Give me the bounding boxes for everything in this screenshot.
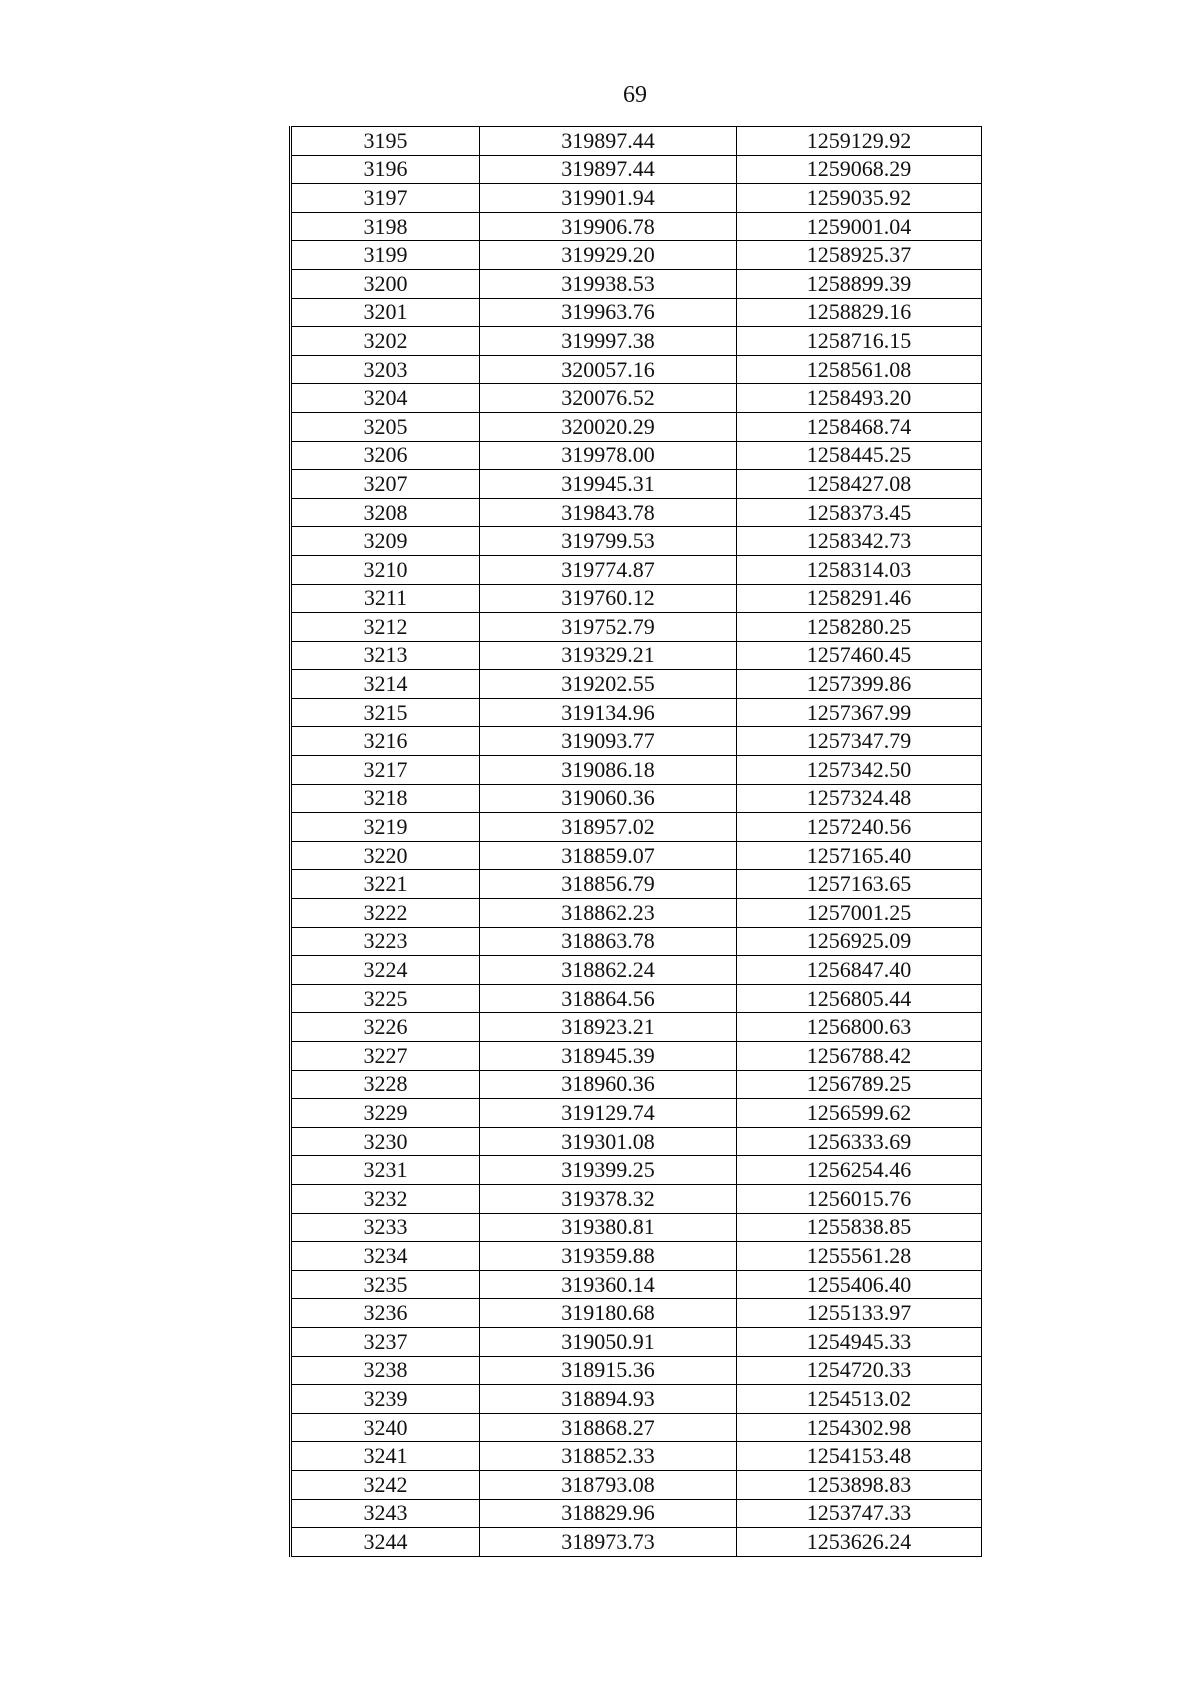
point-number-cell: 3234	[291, 1242, 480, 1271]
y-coordinate-cell: 1257324.48	[737, 784, 982, 813]
x-coordinate-cell: 319897.44	[480, 155, 737, 184]
point-number-cell: 3219	[291, 813, 480, 842]
y-coordinate-cell: 1254153.48	[737, 1442, 982, 1471]
point-number-cell: 3243	[291, 1499, 480, 1528]
y-coordinate-cell: 1259035.92	[737, 184, 982, 213]
x-coordinate-cell: 319359.88	[480, 1242, 737, 1271]
x-coordinate-cell: 318957.02	[480, 813, 737, 842]
point-number-cell: 3215	[291, 698, 480, 727]
point-number-cell: 3220	[291, 841, 480, 870]
x-coordinate-cell: 319901.94	[480, 184, 737, 213]
table-row	[291, 1499, 982, 1528]
point-number-cell: 3226	[291, 1013, 480, 1042]
table-row	[291, 1385, 982, 1414]
table-row	[291, 527, 982, 556]
x-coordinate-cell: 318852.33	[480, 1442, 737, 1471]
y-coordinate-cell: 1256788.42	[737, 1042, 982, 1071]
y-coordinate-cell: 1259129.92	[737, 127, 982, 156]
table-row	[291, 498, 982, 527]
y-coordinate-cell: 1257367.99	[737, 698, 982, 727]
x-coordinate-cell: 319086.18	[480, 756, 737, 785]
point-number-cell: 3201	[291, 298, 480, 327]
y-coordinate-cell: 1256599.62	[737, 1099, 982, 1128]
x-coordinate-cell: 318863.78	[480, 927, 737, 956]
x-coordinate-cell: 319963.76	[480, 298, 737, 327]
point-number-cell: 3204	[291, 384, 480, 413]
point-number-cell: 3231	[291, 1156, 480, 1185]
x-coordinate-cell: 319060.36	[480, 784, 737, 813]
x-coordinate-cell: 320076.52	[480, 384, 737, 413]
table-row	[291, 784, 982, 813]
x-coordinate-cell: 319380.81	[480, 1213, 737, 1242]
x-coordinate-cell: 318973.73	[480, 1528, 737, 1557]
table-row	[291, 412, 982, 441]
y-coordinate-cell: 1257163.65	[737, 870, 982, 899]
table-row	[291, 813, 982, 842]
table-row	[291, 584, 982, 613]
point-number-cell: 3196	[291, 155, 480, 184]
x-coordinate-cell: 319997.38	[480, 327, 737, 356]
x-coordinate-cell: 319329.21	[480, 641, 737, 670]
point-number-cell: 3213	[291, 641, 480, 670]
x-coordinate-cell: 318894.93	[480, 1385, 737, 1414]
point-number-cell: 3214	[291, 670, 480, 699]
table-row	[291, 1327, 982, 1356]
table-row	[291, 127, 982, 156]
coordinate-table-body	[291, 127, 982, 1557]
x-coordinate-cell: 319774.87	[480, 555, 737, 584]
table-row	[291, 1356, 982, 1385]
table-row	[291, 756, 982, 785]
y-coordinate-cell: 1253898.83	[737, 1470, 982, 1499]
table-row	[291, 1184, 982, 1213]
y-coordinate-cell: 1253747.33	[737, 1499, 982, 1528]
y-coordinate-cell: 1258829.16	[737, 298, 982, 327]
y-coordinate-cell: 1258716.15	[737, 327, 982, 356]
point-number-cell: 3228	[291, 1070, 480, 1099]
point-number-cell: 3209	[291, 527, 480, 556]
point-number-cell: 3217	[291, 756, 480, 785]
y-coordinate-cell: 1257001.25	[737, 899, 982, 928]
table-row	[291, 727, 982, 756]
x-coordinate-cell: 319938.53	[480, 269, 737, 298]
point-number-cell: 3198	[291, 212, 480, 241]
x-coordinate-cell: 318793.08	[480, 1470, 737, 1499]
table-row	[291, 1070, 982, 1099]
table-row	[291, 899, 982, 928]
x-coordinate-cell: 319378.32	[480, 1184, 737, 1213]
table-row	[291, 470, 982, 499]
point-number-cell: 3200	[291, 269, 480, 298]
y-coordinate-cell: 1256015.76	[737, 1184, 982, 1213]
table-row	[291, 355, 982, 384]
x-coordinate-cell: 320020.29	[480, 412, 737, 441]
x-coordinate-cell: 319050.91	[480, 1327, 737, 1356]
point-number-cell: 3222	[291, 899, 480, 928]
point-number-cell: 3240	[291, 1413, 480, 1442]
y-coordinate-cell: 1254513.02	[737, 1385, 982, 1414]
point-number-cell: 3208	[291, 498, 480, 527]
table-row	[291, 441, 982, 470]
y-coordinate-cell: 1255561.28	[737, 1242, 982, 1271]
y-coordinate-cell: 1256805.44	[737, 984, 982, 1013]
y-coordinate-cell: 1258493.20	[737, 384, 982, 413]
x-coordinate-cell: 318960.36	[480, 1070, 737, 1099]
x-coordinate-cell: 320057.16	[480, 355, 737, 384]
point-number-cell: 3210	[291, 555, 480, 584]
y-coordinate-cell: 1254720.33	[737, 1356, 982, 1385]
table-row	[291, 1442, 982, 1471]
table-row	[291, 1270, 982, 1299]
y-coordinate-cell: 1258427.08	[737, 470, 982, 499]
x-coordinate-cell: 318862.23	[480, 899, 737, 928]
table-row	[291, 298, 982, 327]
point-number-cell: 3203	[291, 355, 480, 384]
point-number-cell: 3211	[291, 584, 480, 613]
point-number-cell: 3237	[291, 1327, 480, 1356]
y-coordinate-cell: 1254302.98	[737, 1413, 982, 1442]
coordinate-table	[289, 126, 982, 1557]
table-row	[291, 184, 982, 213]
x-coordinate-cell: 319760.12	[480, 584, 737, 613]
point-number-cell: 3238	[291, 1356, 480, 1385]
point-number-cell: 3230	[291, 1127, 480, 1156]
point-number-cell: 3239	[291, 1385, 480, 1414]
table-row	[291, 212, 982, 241]
point-number-cell: 3229	[291, 1099, 480, 1128]
table-row	[291, 1413, 982, 1442]
y-coordinate-cell: 1256847.40	[737, 956, 982, 985]
x-coordinate-cell: 318862.24	[480, 956, 737, 985]
x-coordinate-cell: 319129.74	[480, 1099, 737, 1128]
y-coordinate-cell: 1258468.74	[737, 412, 982, 441]
x-coordinate-cell: 318915.36	[480, 1356, 737, 1385]
x-coordinate-cell: 318859.07	[480, 841, 737, 870]
table-row	[291, 1127, 982, 1156]
x-coordinate-cell: 319202.55	[480, 670, 737, 699]
table-row	[291, 613, 982, 642]
y-coordinate-cell: 1256254.46	[737, 1156, 982, 1185]
y-coordinate-cell: 1257240.56	[737, 813, 982, 842]
table-row	[291, 327, 982, 356]
point-number-cell: 3232	[291, 1184, 480, 1213]
table-row	[291, 870, 982, 899]
table-row	[291, 841, 982, 870]
table-row	[291, 1099, 982, 1128]
table-row	[291, 956, 982, 985]
x-coordinate-cell: 318868.27	[480, 1413, 737, 1442]
table-row	[291, 155, 982, 184]
y-coordinate-cell: 1258445.25	[737, 441, 982, 470]
point-number-cell: 3216	[291, 727, 480, 756]
x-coordinate-cell: 318864.56	[480, 984, 737, 1013]
point-number-cell: 3218	[291, 784, 480, 813]
table-row	[291, 1299, 982, 1328]
point-number-cell: 3241	[291, 1442, 480, 1471]
y-coordinate-cell: 1257347.79	[737, 727, 982, 756]
y-coordinate-cell: 1255406.40	[737, 1270, 982, 1299]
point-number-cell: 3206	[291, 441, 480, 470]
point-number-cell: 3202	[291, 327, 480, 356]
point-number-cell: 3224	[291, 956, 480, 985]
y-coordinate-cell: 1257165.40	[737, 841, 982, 870]
point-number-cell: 3242	[291, 1470, 480, 1499]
table-row	[291, 1242, 982, 1271]
point-number-cell: 3205	[291, 412, 480, 441]
x-coordinate-cell: 319945.31	[480, 470, 737, 499]
point-number-cell: 3199	[291, 241, 480, 270]
x-coordinate-cell: 319752.79	[480, 613, 737, 642]
point-number-cell: 3212	[291, 613, 480, 642]
table-row	[291, 555, 982, 584]
x-coordinate-cell: 319301.08	[480, 1127, 737, 1156]
y-coordinate-cell: 1258561.08	[737, 355, 982, 384]
table-row	[291, 984, 982, 1013]
x-coordinate-cell: 319906.78	[480, 212, 737, 241]
x-coordinate-cell: 319180.68	[480, 1299, 737, 1328]
y-coordinate-cell: 1256789.25	[737, 1070, 982, 1099]
point-number-cell: 3244	[291, 1528, 480, 1557]
y-coordinate-cell: 1259001.04	[737, 212, 982, 241]
x-coordinate-cell: 318945.39	[480, 1042, 737, 1071]
table-row	[291, 384, 982, 413]
table-row	[291, 1013, 982, 1042]
point-number-cell: 3223	[291, 927, 480, 956]
y-coordinate-cell: 1258291.46	[737, 584, 982, 613]
x-coordinate-cell: 319843.78	[480, 498, 737, 527]
point-number-cell: 3227	[291, 1042, 480, 1071]
point-number-cell: 3235	[291, 1270, 480, 1299]
x-coordinate-cell: 318923.21	[480, 1013, 737, 1042]
y-coordinate-cell: 1258925.37	[737, 241, 982, 270]
y-coordinate-cell: 1255838.85	[737, 1213, 982, 1242]
point-number-cell: 3197	[291, 184, 480, 213]
table-row	[291, 1042, 982, 1071]
y-coordinate-cell: 1258280.25	[737, 613, 982, 642]
table-row	[291, 1470, 982, 1499]
y-coordinate-cell: 1256800.63	[737, 1013, 982, 1042]
x-coordinate-cell: 319093.77	[480, 727, 737, 756]
x-coordinate-cell: 319134.96	[480, 698, 737, 727]
x-coordinate-cell: 319399.25	[480, 1156, 737, 1185]
x-coordinate-cell: 318829.96	[480, 1499, 737, 1528]
y-coordinate-cell: 1257342.50	[737, 756, 982, 785]
y-coordinate-cell: 1258314.03	[737, 555, 982, 584]
point-number-cell: 3221	[291, 870, 480, 899]
x-coordinate-cell: 319799.53	[480, 527, 737, 556]
table-row	[291, 641, 982, 670]
y-coordinate-cell: 1257460.45	[737, 641, 982, 670]
point-number-cell: 3233	[291, 1213, 480, 1242]
table-row	[291, 1528, 982, 1557]
x-coordinate-cell: 318856.79	[480, 870, 737, 899]
y-coordinate-cell: 1256925.09	[737, 927, 982, 956]
table-row	[291, 1156, 982, 1185]
y-coordinate-cell: 1257399.86	[737, 670, 982, 699]
x-coordinate-cell: 319929.20	[480, 241, 737, 270]
x-coordinate-cell: 319897.44	[480, 127, 737, 156]
x-coordinate-cell: 319978.00	[480, 441, 737, 470]
page-number: 69	[623, 82, 647, 108]
y-coordinate-cell: 1255133.97	[737, 1299, 982, 1328]
table-row	[291, 1213, 982, 1242]
point-number-cell: 3225	[291, 984, 480, 1013]
y-coordinate-cell: 1258899.39	[737, 269, 982, 298]
y-coordinate-cell: 1254945.33	[737, 1327, 982, 1356]
y-coordinate-cell: 1253626.24	[737, 1528, 982, 1557]
point-number-cell: 3207	[291, 470, 480, 499]
y-coordinate-cell: 1258373.45	[737, 498, 982, 527]
table-row	[291, 269, 982, 298]
table-row	[291, 670, 982, 699]
point-number-cell: 3195	[291, 127, 480, 156]
table-row	[291, 698, 982, 727]
x-coordinate-cell: 319360.14	[480, 1270, 737, 1299]
y-coordinate-cell: 1259068.29	[737, 155, 982, 184]
y-coordinate-cell: 1256333.69	[737, 1127, 982, 1156]
table-row	[291, 241, 982, 270]
table-row	[291, 927, 982, 956]
y-coordinate-cell: 1258342.73	[737, 527, 982, 556]
point-number-cell: 3236	[291, 1299, 480, 1328]
